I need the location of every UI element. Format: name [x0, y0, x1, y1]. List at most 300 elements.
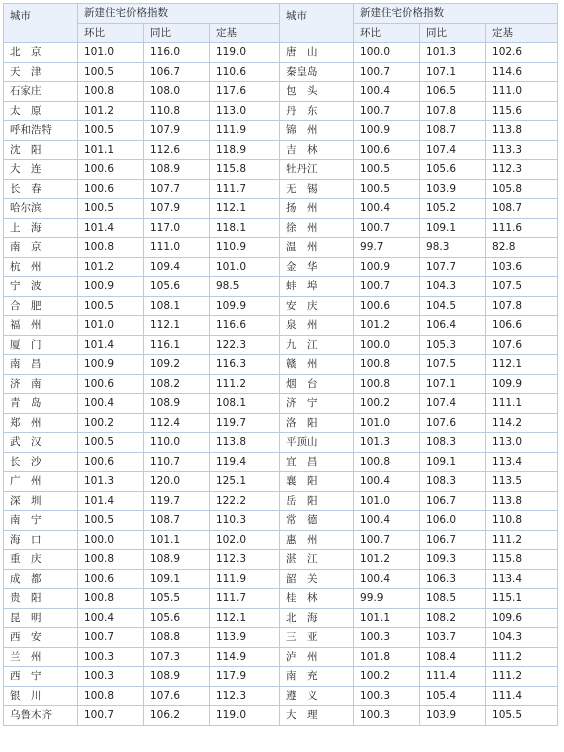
table-row — [4, 433, 558, 453]
city-name-cell: 宜 昌 — [280, 452, 354, 472]
city-name-cell: 石家庄 — [4, 82, 78, 102]
mom-cell: 100.9 — [78, 355, 144, 375]
yoy-cell: 105.3 — [420, 335, 486, 355]
table-row — [4, 101, 558, 121]
mom-cell: 100.5 — [354, 179, 420, 199]
mom-cell: 100.7 — [354, 62, 420, 82]
mom-cell: 100.4 — [78, 394, 144, 414]
base-cell: 111.0 — [486, 82, 558, 102]
base-cell: 112.1 — [486, 355, 558, 375]
mom-cell: 100.9 — [78, 277, 144, 297]
base-cell: 122.3 — [210, 335, 280, 355]
base-cell: 82.8 — [486, 238, 558, 258]
yoy-cell: 107.1 — [420, 62, 486, 82]
yoy-cell: 105.6 — [144, 277, 210, 297]
city-column-header: 城市 — [4, 4, 78, 43]
city-name-cell: 海 口 — [4, 530, 78, 550]
city-name-cell: 南 京 — [4, 238, 78, 258]
mom-column-header: 环比 — [354, 23, 420, 43]
mom-cell: 100.8 — [78, 550, 144, 570]
city-name-cell: 安 庆 — [280, 296, 354, 316]
yoy-cell: 107.8 — [420, 101, 486, 121]
base-cell: 117.6 — [210, 82, 280, 102]
yoy-column-header: 同比 — [144, 23, 210, 43]
base-cell: 108.1 — [210, 394, 280, 414]
city-name-cell: 惠 州 — [280, 530, 354, 550]
yoy-cell: 108.3 — [420, 472, 486, 492]
base-cell: 102.0 — [210, 530, 280, 550]
base-cell: 113.0 — [486, 433, 558, 453]
mom-cell: 100.2 — [354, 394, 420, 414]
city-name-cell: 常 德 — [280, 511, 354, 531]
mom-cell: 100.0 — [354, 43, 420, 63]
city-name-cell: 泸 州 — [280, 647, 354, 667]
yoy-cell: 109.1 — [420, 452, 486, 472]
city-name-cell: 乌鲁木齐 — [4, 706, 78, 726]
mom-cell: 100.4 — [354, 199, 420, 219]
mom-cell: 100.5 — [78, 199, 144, 219]
mom-cell: 101.2 — [78, 101, 144, 121]
table-row — [4, 62, 558, 82]
yoy-cell: 116.1 — [144, 335, 210, 355]
mom-cell: 100.8 — [78, 238, 144, 258]
base-column-header: 定基 — [210, 23, 280, 43]
yoy-cell: 112.6 — [144, 140, 210, 160]
mom-cell: 100.9 — [354, 121, 420, 141]
yoy-cell: 98.3 — [420, 238, 486, 258]
city-name-cell: 岳 阳 — [280, 491, 354, 511]
yoy-cell: 106.7 — [144, 62, 210, 82]
city-name-cell: 太 原 — [4, 101, 78, 121]
city-name-cell: 包 头 — [280, 82, 354, 102]
base-cell: 111.2 — [486, 530, 558, 550]
header-row-1 — [4, 4, 558, 24]
mom-cell: 101.4 — [78, 335, 144, 355]
base-cell: 114.6 — [486, 62, 558, 82]
city-name-cell: 烟 台 — [280, 374, 354, 394]
yoy-cell: 119.7 — [144, 491, 210, 511]
table-row — [4, 394, 558, 414]
yoy-cell: 109.1 — [144, 569, 210, 589]
city-name-cell: 南 充 — [280, 667, 354, 687]
yoy-cell: 110.0 — [144, 433, 210, 453]
yoy-cell: 106.7 — [420, 491, 486, 511]
housing-price-index-table — [3, 3, 558, 726]
city-name-cell: 南 宁 — [4, 511, 78, 531]
city-name-cell: 蚌 埠 — [280, 277, 354, 297]
table-row — [4, 374, 558, 394]
mom-cell: 100.7 — [354, 218, 420, 238]
yoy-cell: 111.0 — [144, 238, 210, 258]
base-cell: 105.8 — [486, 179, 558, 199]
city-name-cell: 西 宁 — [4, 667, 78, 687]
mom-cell: 100.6 — [78, 374, 144, 394]
yoy-cell: 107.4 — [420, 140, 486, 160]
mom-cell: 100.4 — [354, 472, 420, 492]
yoy-cell: 112.4 — [144, 413, 210, 433]
yoy-cell: 106.4 — [420, 316, 486, 336]
city-name-cell: 秦皇岛 — [280, 62, 354, 82]
base-cell: 109.9 — [486, 374, 558, 394]
city-name-cell: 厦 门 — [4, 335, 78, 355]
yoy-cell: 103.7 — [420, 628, 486, 648]
yoy-cell: 103.9 — [420, 706, 486, 726]
yoy-cell: 108.4 — [420, 647, 486, 667]
base-cell: 113.5 — [486, 472, 558, 492]
city-name-cell: 西 安 — [4, 628, 78, 648]
mom-cell: 101.4 — [78, 491, 144, 511]
yoy-cell: 107.6 — [420, 413, 486, 433]
mom-cell: 100.4 — [78, 608, 144, 628]
mom-cell: 101.0 — [354, 491, 420, 511]
mom-cell: 100.5 — [78, 121, 144, 141]
yoy-cell: 107.9 — [144, 121, 210, 141]
yoy-column-header: 同比 — [420, 23, 486, 43]
table-row — [4, 413, 558, 433]
city-name-cell: 深 圳 — [4, 491, 78, 511]
table-row — [4, 686, 558, 706]
yoy-cell: 106.5 — [420, 82, 486, 102]
base-cell: 111.4 — [486, 686, 558, 706]
base-cell: 108.7 — [486, 199, 558, 219]
mom-cell: 100.6 — [354, 296, 420, 316]
city-name-cell: 大 连 — [4, 160, 78, 180]
yoy-cell: 108.1 — [144, 296, 210, 316]
base-cell: 112.3 — [210, 686, 280, 706]
table-row — [4, 608, 558, 628]
base-cell: 112.3 — [210, 550, 280, 570]
city-name-cell: 吉 林 — [280, 140, 354, 160]
base-cell: 111.7 — [210, 589, 280, 609]
mom-cell: 100.3 — [78, 647, 144, 667]
base-cell: 113.8 — [210, 433, 280, 453]
yoy-cell: 111.4 — [420, 667, 486, 687]
table-row — [4, 511, 558, 531]
city-name-cell: 金 华 — [280, 257, 354, 277]
index-group-header: 新建住宅价格指数 — [78, 4, 280, 24]
yoy-cell: 108.8 — [144, 628, 210, 648]
yoy-cell: 108.9 — [144, 550, 210, 570]
mom-cell: 100.2 — [354, 667, 420, 687]
yoy-cell: 105.5 — [144, 589, 210, 609]
base-cell: 109.6 — [486, 608, 558, 628]
city-name-cell: 温 州 — [280, 238, 354, 258]
base-cell: 110.3 — [210, 511, 280, 531]
mom-cell: 100.5 — [78, 511, 144, 531]
yoy-cell: 116.0 — [144, 43, 210, 63]
base-cell: 98.5 — [210, 277, 280, 297]
mom-cell: 101.8 — [354, 647, 420, 667]
yoy-cell: 107.5 — [420, 355, 486, 375]
yoy-cell: 108.7 — [144, 511, 210, 531]
base-cell: 119.0 — [210, 706, 280, 726]
table-row — [4, 316, 558, 336]
base-cell: 109.9 — [210, 296, 280, 316]
city-name-cell: 北 海 — [280, 608, 354, 628]
city-name-cell: 宁 波 — [4, 277, 78, 297]
mom-cell: 100.5 — [78, 296, 144, 316]
mom-cell: 101.0 — [78, 43, 144, 63]
table-row — [4, 589, 558, 609]
table-body — [4, 4, 558, 726]
mom-cell: 100.0 — [78, 530, 144, 550]
base-cell: 119.4 — [210, 452, 280, 472]
city-name-cell: 丹 东 — [280, 101, 354, 121]
mom-cell: 101.3 — [354, 433, 420, 453]
yoy-cell: 106.0 — [420, 511, 486, 531]
mom-cell: 101.2 — [354, 550, 420, 570]
base-cell: 111.2 — [486, 667, 558, 687]
yoy-cell: 109.4 — [144, 257, 210, 277]
yoy-cell: 108.2 — [144, 374, 210, 394]
yoy-cell: 109.2 — [144, 355, 210, 375]
mom-cell: 100.8 — [354, 452, 420, 472]
base-cell: 111.2 — [210, 374, 280, 394]
city-name-cell: 郑 州 — [4, 413, 78, 433]
yoy-cell: 104.3 — [420, 277, 486, 297]
table-row — [4, 140, 558, 160]
city-name-cell: 长 沙 — [4, 452, 78, 472]
city-name-cell: 洛 阳 — [280, 413, 354, 433]
mom-cell: 100.8 — [78, 82, 144, 102]
base-cell: 125.1 — [210, 472, 280, 492]
city-name-cell: 福 州 — [4, 316, 78, 336]
mom-cell: 99.7 — [354, 238, 420, 258]
base-cell: 115.1 — [486, 589, 558, 609]
city-name-cell: 牡丹江 — [280, 160, 354, 180]
yoy-cell: 107.3 — [144, 647, 210, 667]
mom-cell: 100.7 — [78, 706, 144, 726]
base-cell: 119.0 — [210, 43, 280, 63]
yoy-cell: 107.7 — [144, 179, 210, 199]
base-cell: 114.9 — [210, 647, 280, 667]
city-name-cell: 兰 州 — [4, 647, 78, 667]
city-name-cell: 哈尔滨 — [4, 199, 78, 219]
table-row — [4, 238, 558, 258]
city-name-cell: 天 津 — [4, 62, 78, 82]
city-name-cell: 大 理 — [280, 706, 354, 726]
yoy-cell: 107.1 — [420, 374, 486, 394]
city-name-cell: 锦 州 — [280, 121, 354, 141]
mom-cell: 100.3 — [78, 667, 144, 687]
index-group-header: 新建住宅价格指数 — [354, 4, 558, 24]
base-cell: 113.4 — [486, 452, 558, 472]
table-row — [4, 82, 558, 102]
mom-column-header: 环比 — [78, 23, 144, 43]
city-name-cell: 青 岛 — [4, 394, 78, 414]
city-name-cell: 扬 州 — [280, 199, 354, 219]
base-cell: 110.9 — [210, 238, 280, 258]
mom-cell: 101.0 — [354, 413, 420, 433]
city-name-cell: 徐 州 — [280, 218, 354, 238]
base-cell: 115.8 — [210, 160, 280, 180]
table-row — [4, 296, 558, 316]
base-cell: 113.8 — [486, 491, 558, 511]
table-row — [4, 569, 558, 589]
city-name-cell: 广 州 — [4, 472, 78, 492]
table-row — [4, 530, 558, 550]
city-name-cell: 九 江 — [280, 335, 354, 355]
table-row — [4, 706, 558, 726]
city-name-cell: 韶 关 — [280, 569, 354, 589]
city-name-cell: 襄 阳 — [280, 472, 354, 492]
mom-cell: 100.6 — [78, 160, 144, 180]
yoy-cell: 109.1 — [420, 218, 486, 238]
base-cell: 116.6 — [210, 316, 280, 336]
base-cell: 104.3 — [486, 628, 558, 648]
base-cell: 113.8 — [486, 121, 558, 141]
base-cell: 119.7 — [210, 413, 280, 433]
table-row — [4, 199, 558, 219]
table-row — [4, 452, 558, 472]
base-cell: 111.9 — [210, 569, 280, 589]
mom-cell: 100.6 — [354, 140, 420, 160]
yoy-cell: 101.3 — [420, 43, 486, 63]
city-name-cell: 湛 江 — [280, 550, 354, 570]
mom-cell: 101.1 — [354, 608, 420, 628]
mom-cell: 101.0 — [78, 316, 144, 336]
base-cell: 111.6 — [486, 218, 558, 238]
mom-cell: 100.7 — [354, 530, 420, 550]
yoy-cell: 108.9 — [144, 160, 210, 180]
mom-cell: 100.6 — [78, 452, 144, 472]
mom-cell: 101.1 — [78, 140, 144, 160]
city-name-cell: 贵 阳 — [4, 589, 78, 609]
yoy-cell: 106.2 — [144, 706, 210, 726]
base-cell: 115.6 — [486, 101, 558, 121]
base-cell: 111.7 — [210, 179, 280, 199]
table-row — [4, 277, 558, 297]
table-row — [4, 121, 558, 141]
base-cell: 106.6 — [486, 316, 558, 336]
base-cell: 122.2 — [210, 491, 280, 511]
mom-cell: 100.8 — [78, 589, 144, 609]
yoy-cell: 105.6 — [420, 160, 486, 180]
table-row — [4, 628, 558, 648]
table-row — [4, 218, 558, 238]
city-name-cell: 赣 州 — [280, 355, 354, 375]
mom-cell: 100.7 — [354, 101, 420, 121]
yoy-cell: 105.4 — [420, 686, 486, 706]
mom-cell: 100.8 — [354, 355, 420, 375]
base-cell: 105.5 — [486, 706, 558, 726]
table-row — [4, 160, 558, 180]
table-row — [4, 472, 558, 492]
city-name-cell: 桂 林 — [280, 589, 354, 609]
base-column-header: 定基 — [486, 23, 558, 43]
yoy-cell: 108.9 — [144, 667, 210, 687]
mom-cell: 100.9 — [354, 257, 420, 277]
city-name-cell: 遵 义 — [280, 686, 354, 706]
mom-cell: 100.5 — [354, 160, 420, 180]
base-cell: 111.9 — [210, 121, 280, 141]
city-name-cell: 重 庆 — [4, 550, 78, 570]
mom-cell: 101.2 — [78, 257, 144, 277]
base-cell: 118.1 — [210, 218, 280, 238]
base-cell: 101.0 — [210, 257, 280, 277]
mom-cell: 100.7 — [78, 628, 144, 648]
base-cell: 112.3 — [486, 160, 558, 180]
mom-cell: 100.5 — [78, 62, 144, 82]
city-name-cell: 合 肥 — [4, 296, 78, 316]
city-name-cell: 长 春 — [4, 179, 78, 199]
table-row — [4, 355, 558, 375]
city-name-cell: 银 川 — [4, 686, 78, 706]
yoy-cell: 108.5 — [420, 589, 486, 609]
mom-cell: 99.9 — [354, 589, 420, 609]
base-cell: 110.8 — [486, 511, 558, 531]
mom-cell: 101.2 — [354, 316, 420, 336]
city-name-cell: 昆 明 — [4, 608, 78, 628]
table-row — [4, 647, 558, 667]
table-row — [4, 335, 558, 355]
yoy-cell: 108.7 — [420, 121, 486, 141]
base-cell: 107.5 — [486, 277, 558, 297]
base-cell: 113.3 — [486, 140, 558, 160]
yoy-cell: 101.1 — [144, 530, 210, 550]
city-name-cell: 无 锡 — [280, 179, 354, 199]
base-cell: 118.9 — [210, 140, 280, 160]
base-cell: 111.1 — [486, 394, 558, 414]
city-name-cell: 唐 山 — [280, 43, 354, 63]
base-cell: 114.2 — [486, 413, 558, 433]
city-name-cell: 沈 阳 — [4, 140, 78, 160]
mom-cell: 100.2 — [78, 413, 144, 433]
mom-cell: 100.7 — [354, 277, 420, 297]
base-cell: 110.6 — [210, 62, 280, 82]
mom-cell: 100.3 — [354, 686, 420, 706]
base-cell: 112.1 — [210, 199, 280, 219]
yoy-cell: 120.0 — [144, 472, 210, 492]
yoy-cell: 106.3 — [420, 569, 486, 589]
yoy-cell: 110.8 — [144, 101, 210, 121]
yoy-cell: 108.2 — [420, 608, 486, 628]
city-name-cell: 济 南 — [4, 374, 78, 394]
yoy-cell: 110.7 — [144, 452, 210, 472]
mom-cell: 100.6 — [78, 179, 144, 199]
yoy-cell: 108.9 — [144, 394, 210, 414]
yoy-cell: 109.3 — [420, 550, 486, 570]
base-cell: 107.8 — [486, 296, 558, 316]
yoy-cell: 107.7 — [420, 257, 486, 277]
city-name-cell: 成 都 — [4, 569, 78, 589]
mom-cell: 100.5 — [78, 433, 144, 453]
mom-cell: 101.3 — [78, 472, 144, 492]
city-name-cell: 三 亚 — [280, 628, 354, 648]
base-cell: 115.8 — [486, 550, 558, 570]
base-cell: 116.3 — [210, 355, 280, 375]
city-name-cell: 南 昌 — [4, 355, 78, 375]
yoy-cell: 105.2 — [420, 199, 486, 219]
yoy-cell: 117.0 — [144, 218, 210, 238]
yoy-cell: 107.4 — [420, 394, 486, 414]
table-row — [4, 667, 558, 687]
mom-cell: 100.3 — [354, 706, 420, 726]
base-cell: 102.6 — [486, 43, 558, 63]
mom-cell: 100.6 — [78, 569, 144, 589]
base-cell: 111.2 — [486, 647, 558, 667]
mom-cell: 100.0 — [354, 335, 420, 355]
mom-cell: 100.4 — [354, 82, 420, 102]
city-name-cell: 泉 州 — [280, 316, 354, 336]
table-row — [4, 257, 558, 277]
mom-cell: 101.4 — [78, 218, 144, 238]
yoy-cell: 112.1 — [144, 316, 210, 336]
base-cell: 112.1 — [210, 608, 280, 628]
yoy-cell: 106.7 — [420, 530, 486, 550]
mom-cell: 100.8 — [354, 374, 420, 394]
yoy-cell: 103.9 — [420, 179, 486, 199]
